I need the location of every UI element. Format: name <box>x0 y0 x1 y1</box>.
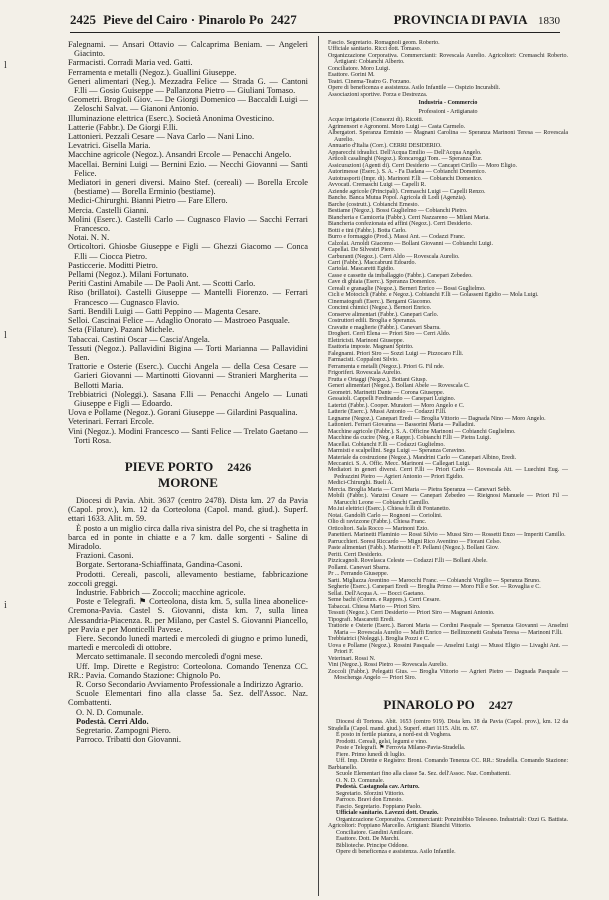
town-borgate: Borgate. Sertorana-Schiaffinata, Gandina-Casoni. <box>76 560 243 570</box>
directory-entry: Uova e Pollame (Negoz.). Rossini Pasquale — Anselmi Luigi — Mussi Eligio — Livaghi Ant. — Priori F. <box>328 642 568 656</box>
directory-entry: Mercia. Castelli Gianni. <box>68 205 149 215</box>
town-code: 2427 <box>488 698 513 713</box>
directory-entry: Sellai. Dell'Acqua A. — Bocci Gaetano. <box>328 590 425 597</box>
directory-entry: Medici-Chirurghi. Bianni Pietro — Fare Ellero. <box>68 196 228 206</box>
right-entries-main <box>328 117 568 681</box>
section-subheading: Professioni - Artigianato <box>418 108 478 115</box>
directory-entry: Zoccoli (Fabbr.). Pelegatti Gius. — Broglia Vittorio — Agrieri Pietro — Dagnada Pasquale — Moschenga Angelo — Priori Siro. <box>328 668 568 681</box>
directory-entry: Levatrici. Gisella Maria. <box>68 141 151 151</box>
town-mercato: Mercato settimanale. Il secondo mercoledì d'ogni mese. <box>76 652 263 662</box>
directory-entry: Trattorie e Osterie (Eserc.). Baroni Maria — Cordini Pasquale — Speranza Giovanni — Anselmi Maria — Rovescala Aurelio — Maffi Enrico — Bellinzonetti Grabata Teresa — Marinoni F.lli. <box>328 623 568 636</box>
directory-entry: Tabaccai. Castini Oscar — Cascia'Angela. <box>68 334 210 344</box>
directory-entry: Sarti. Migliazza Aventino — Marocchi Franc. — Cobianchi Virgilio — Speranza Bruno. <box>328 577 541 584</box>
directory-entry: Banche. Banca Mutua Popol. Agricola di Lodi (Agenzia). <box>328 195 467 202</box>
left-entries <box>68 40 308 445</box>
directory-entry: Seta (Filature). Pazani Michele. <box>68 325 175 335</box>
directory-entry: Tessuti (Negoz.). Pallavidini Bigina — Torti Marianna — Pallavidini Ben. <box>68 343 308 362</box>
directory-entry: Ferramenta e metalli (Negoz.). Priori G. Fil nde. <box>328 363 445 370</box>
directory-entry: Macchine agricole (Negoz.). Ansandri Ercole — Penacchi Angelo. <box>68 150 292 160</box>
town-frazioni: Frazioni. Casoni. <box>76 551 134 561</box>
town-scuole: Scuole Elementari fino alla classe 5a. Sez. dell'Assoc. Naz. Combattenti. <box>68 689 308 708</box>
directory-entry: Cave di ghiaia (Eserc.). Speranza Domenico. <box>328 279 436 286</box>
town-biblioteche: Biblioteche. Principe Oddone. <box>336 842 409 849</box>
town-industrie: Industrie. Fabbrich — Zoccoli; macchine agricole. <box>76 587 246 597</box>
directory-entry: Tabaccai. Chiesa Mario — Priori Siro. <box>328 603 421 610</box>
right-entries-top <box>328 40 568 98</box>
directory-entry: Macellai. Bernini Luigi — Bernini Ezio. — Necchi Giovanni — Santi Felice. <box>68 159 308 178</box>
town-podesta: Podestà. Cerri Aldo. <box>76 716 149 726</box>
directory-entry: Generi alimentari (Neg.). Mezzadra Felice — Strada G. — Cantoni F.lli — Gosio Guiseppe — Pallanzona Pietro — Giuliani Tomaso. <box>68 76 308 96</box>
directory-entry: Notai. Gandolfi Carlo — Rognoni — Coriolini. <box>328 512 443 519</box>
directory-entry: Periti. Cerri Desiderio. <box>328 551 383 558</box>
directory-entry: Meccanici. S. A. Offic. Mecc. Marinoni — Callegari Luigi. <box>328 461 471 467</box>
directory-entry: Mediatori in generi diversi. Cerri F.lli — Priori Carlo — Rovescala Att. — Luechini Eug. — Pedrazzini Pietro — Agrieri Antonio — Priori Egidio. <box>328 467 568 480</box>
directory-entry: Seme bachi (Comm. e Rappres.). Cerri Cesare. <box>328 597 441 604</box>
directory-entry: Autotrasporti (Impr. di). Marinoni F.lli — Cobianchi Domenico. <box>328 175 483 182</box>
directory-entry: Geometri. Marinetti Dante — Corona Giuseppe. <box>328 389 445 396</box>
margin-mark: l <box>4 60 7 71</box>
header-right <box>394 12 560 28</box>
directory-entry: Pasticcerie. Moditti Pietro. <box>68 260 158 270</box>
directory-entry: Olio di ravizzone (Fabbr.). Chiesa Franc. <box>328 519 427 526</box>
directory-entry: Gessaioli. Cappelli Ferdinando — Canepari Luigino. <box>328 396 456 403</box>
directory-entry: Macchine da cucire (Neg. e Rappr.). Cobianchi F.lli — Pietra Luigi. <box>328 435 491 442</box>
directory-entry: Mobili (Fabbr.). Vanzini Cesare — Canepari Zebedeo — Rieignosi Manuele — Priori Fil — Marucchi Leone — Cobianchi Camillo. <box>328 493 568 506</box>
directory-entry: Organizzazione Corporativa. Commercianti: Rovescala Aurelio. Agricoltori: Cremaschi Roberto. Artigiani: Cobianchi Alberto. <box>328 52 568 66</box>
directory-entry: Lattonieri. Pezzali Cesare — Nava Carlo — Nani Lino. <box>68 132 255 142</box>
directory-entry: Fascio. Segretario. Romagnoli geom. Roberto. <box>328 40 440 46</box>
directory-entry: Frutta e Ortaggi (Negoz.). Bottani Giusp. <box>328 376 427 383</box>
directory-entry: Orticoltori. Sala Rocco — Marinoni Ezio. <box>328 525 429 532</box>
directory-entry: Veterinari. Rossi N. <box>328 655 376 662</box>
header-left <box>70 12 301 28</box>
town-description: Diocesi di Pavia. Abit. 3637 (centro 2478). Dista km. 27 da Pavia (Capol. prov.), km. 12 da Corteolona (Capol. mand. giud.). Superf. ettari 1633. Alit. m. 59. <box>68 495 308 524</box>
directory-entry: Opere di beneficenza e assistenza. Asilo Infantile — Ospizio Incurabili. <box>328 85 501 92</box>
directory-entry: Latterie (Eserc.). Mussi Antonio — Codazzi F.lli. <box>328 409 447 416</box>
directory-entry: Barche (costrutt.). Cobianchi Ernesto. <box>328 201 419 208</box>
directory-entry: Vini (Negoz.). Modini Francesco — Santi Felice — Trelato Gaetano — Torti Rosa. <box>68 426 308 445</box>
directory-entry: Illuminazione elettrica (Eserc.). Società Anonima Ovesticino. <box>68 113 275 123</box>
directory-entry: Falegnami. — Ansari Ottavio — Calcaprima Beniam. — Angeleri Giacinto. <box>68 40 308 59</box>
town-name: PINAROLO PO <box>383 697 475 713</box>
directory-entry: Farmacisti. Corradi Maria ved. Gatti. <box>68 58 193 68</box>
directory-entry: Macchine agricole (Fabbr.). S. A. Officine Marinoni — Cobianchi Guglielmo. <box>328 428 516 435</box>
town-code: 2426 <box>227 459 252 474</box>
town-description-2: È posto in fertile pianura, a nord-est di Voghera. <box>336 732 452 739</box>
directory-entry: Conserve alimentari (Fabbr.). Canepari Carlo. <box>328 311 439 318</box>
directory-entry: Frigoriferi. Rovescala Aurelio. <box>328 370 402 377</box>
directory-entry: Mo.iui elettrici (Eserc.). Chiesa fr.lli di Fontanetto. <box>328 506 451 513</box>
page-header <box>70 12 560 33</box>
town-opere: Opere di beneficenza e assistenza. Asilo Infantile. <box>336 849 456 856</box>
directory-entry: Trebbiatrici (Noleggi.). Sasana F.lli — Penacchi Angelo — Lunati Giuseppe e Figli — Edoardo. <box>68 389 308 408</box>
town-conciliatore: Conciliatore. Gandini Amilcare. <box>336 829 413 836</box>
directory-entry: Cartolai. Mascaretti Egidio. <box>328 266 395 273</box>
directory-entry: Botti e tini (Fabbr.). Botta Carlo. <box>328 227 407 234</box>
town-scuole: Scuole Elementari fino alla classe 5a. Sez. dell'Assoc. Naz. Combattenti. <box>336 771 511 778</box>
directory-entry: Macellai. Cobianchi F.lli — Codazzi Guglielmo. <box>328 441 445 448</box>
directory-entry: Panettieri. Marinetti Flaminio — Rossi Silvio — Mussi Siro — Rossetti Enzo — Imperiti Camillo. <box>328 532 566 539</box>
town-name-2: MORONE <box>158 474 218 490</box>
directory-entry: Conciliatore. Moro Luigi. <box>328 65 390 72</box>
directory-entry: Autorimesse (Eserc.). S. A. - Fa Dadana — Cobianchi Domenico. <box>328 169 486 176</box>
town-enti: O. N. D. Comunale. <box>336 777 385 784</box>
directory-entry: Articoli casalinghi (Negoz.). Roncaroggi Tom. — Speranza Eur. <box>328 156 483 163</box>
directory-entry: Cinematografi (Eserc.). Bergami Giacomo. <box>328 298 432 305</box>
directory-entry: Drogheri. Cerri Elena — Priori Siro — Cerri Aldo. <box>328 331 451 338</box>
town-organizzazione: Organizzazione Corporativa. Commercianti: Ponzinibbio Telesono. Industriali: Ozzi G. Battista. Agricoltori: Foppiano Marcello. Artigiani: Bianchi Vittorio. <box>328 816 568 830</box>
town-segretario: Segretario. Sforzini Vittorio. <box>336 790 405 797</box>
directory-entry: Uova e Pollame (Negoz.). Gorani Giuseppe — Gilardini Pasqualina. <box>68 408 298 418</box>
directory-entry: Latterie (Fabbr.). De Giorgi F.lli. <box>68 122 178 132</box>
directory-entry: Associazioni sportive. Forza e Destrezza. <box>328 91 428 98</box>
town-heading-pieve-porto-morone <box>68 459 308 490</box>
directory-entry: Costruttori edili. Broglia e Speranza. <box>328 318 417 325</box>
margin-mark: l <box>4 330 7 341</box>
directory-entry: Tipografi. Mascaretti Eredi. <box>328 616 395 623</box>
directory-entry: Burro e formaggio (Prod.). Massi Ant. — Codazzi Franc. <box>328 234 466 241</box>
directory-entry: Albergatori. Speranza Erminio — Magnani Carolina — Speranza Marinoni Teresa — Rovescala Aurelio. <box>328 130 568 143</box>
directory-entry: Cicli e Motocicli (Fabbr. e Negoz.). Cobianchi F.lli — Golasseni Egidio — Mola Luigi. <box>328 292 539 299</box>
directory-entry: Laterizi (Fabbr.). Cooper. Muratori — Moro Angelo e C. <box>328 402 465 409</box>
directory-entry: Pollami. Canevari Sbarra. <box>328 564 390 571</box>
directory-entry: Orticoltori. Ghiosbe Giuseppe e Figli — Ghezzi Giacomo — Conca F.lli — Ciocca Pietro. <box>68 242 308 261</box>
directory-entry: Pizzicagnoli. Rovelasca Celeste — Codazzi F.lli — Bollani Abele. <box>328 558 488 565</box>
directory-entry: Biancheria e Camiceria (Fabbr.). Cerri Nazzareno — Milani Maria. <box>328 214 490 221</box>
directory-entry: Aziende agricole (Principali). Cremaschi Luigi — Capelli Renzo. <box>328 188 486 195</box>
directory-entry: Trebbiatrici (Noleggi.). Broglia Pozzi e C. <box>328 636 430 643</box>
town-fiere: Fiere. Secondo lunedì martedì e mercoledì di giugno e primo lunedì, martedì e mercoledì di ottobre. <box>68 633 308 653</box>
directory-entry: Farmacisti. Coppaloni Silvio. <box>328 357 399 364</box>
directory-entry: Apparecchi idraulici. Dell'Acqua Emilio — Dell'Acqua Angelo. <box>328 149 482 156</box>
directory-entry: Generi alimentari (Negoz.). Bollani Abele — Rovescala C. <box>328 383 470 390</box>
town-heading-pinarolo-po <box>328 697 568 713</box>
town-podesta: Podestà. Castagnola cav. Arturo. <box>336 784 420 791</box>
directory-entry: Cereali e granaglie (Negoz.). Berneri Enrico — Bossi Guglielmo. <box>328 285 486 292</box>
directory-entry: Biancheria confezionata ed affini (Negoz.). Cerri Desiderio. <box>328 221 472 228</box>
directory-entry: Sarti. Bendili Luigi — Gatti Peppino — Magenta Cesare. <box>68 306 261 316</box>
town-scuola: R. Corso Secondario Avviamento Professionale a Indirizzo Agrario. <box>76 680 304 689</box>
town-description: Diocesi di Tortona. Abit. 1653 (centro 919). Dista km. 18 da Pavia (Capol. prov.), km. 12 da Stradella (Capol. mand. giud.). Superf. ettari 1115. Alit. m. 67. <box>328 719 568 732</box>
directory-entry: Parrucchieri. Soresi Riccardo — Migni Rico Aventino — Fiorani Celso. <box>328 538 502 545</box>
directory-entry: Assicurazioni (Agenti di). Cerri Desiderio — Cancapri Cirillo — Moro Eligio. <box>328 162 517 169</box>
directory-entry: Molini (Eserc.). Castelli Carlo — Cugnasco Flavio — Sacchi Ferrari Francesco. <box>68 214 308 234</box>
directory-entry: Bestiame (Negoz.). Bossi Guglielmo — Cobianchi Pietro. <box>328 208 468 215</box>
town-parroco: Parroco. Bravi don Ernesto. <box>336 797 403 804</box>
directory-entry: Marmisti e scalpellini. Segu Luigi — Speranza Ceravino. <box>328 448 466 455</box>
right-column <box>328 40 568 890</box>
header-left-number: 2425 <box>70 12 96 27</box>
directory-entry: Elettricisti. Marinoni Giuseppe. <box>328 337 404 344</box>
directory-entry: Mediatori in generi diversi. Maino Stef. (cereali) — Borella Ercole (bestiame) — Borella Erminio (bestiame). <box>68 178 308 197</box>
directory-entry: Annuario d'Italia (Corr.). CERRI DESIDERIO. <box>328 143 442 150</box>
column-divider <box>318 36 319 896</box>
directory-entry: Teatri. Cinema-Teatro G. Forzano. <box>328 78 411 85</box>
section-heading: Industria - Commercio <box>418 100 478 107</box>
directory-entry: Trattorie e Osterie (Eserc.). Cucchi Angela — della Cesa Cesare — Garieri Giovanni — Martinotti Giovanni — Stranieri Margherita — Bellotti Maria. <box>68 362 308 390</box>
margin-mark: i <box>4 600 7 611</box>
directory-entry: Geometri. Brogioli Giov. — De Giorgi Domenico — Baccaldi Luigi — Zeloschi Salvat. — Gianoni Antonio. <box>68 95 308 114</box>
directory-entry: Calzolai. Arnoldi Giacomo — Bollani Giovanni — Cobianchi Luigi. <box>328 240 493 247</box>
header-province: PROVINCIA DI PAVIA <box>393 12 527 27</box>
directory-entry: Mercia. Broglia Maria — Cerri Maria — Pietra Speranza — Canevari Sebb. <box>328 486 512 493</box>
town-fiere: Fiere. Primo lunedì di luglio. <box>336 751 406 758</box>
directory-entry: Capellai. De Silvestri Piero. <box>328 247 396 254</box>
directory-entry: Pr ... Ferrando Giuseppe. <box>328 571 389 578</box>
town-fascio: Fascio. Segretario. Foppiano Paolo. <box>336 803 422 810</box>
directory-entry: Periti Castini Amabile — De Paoli Ant. — Scotti Carlo. <box>68 279 256 289</box>
directory-entry: Agrimensori e Agronomi. Moro Luigi — Casta Carmelo. <box>328 123 466 130</box>
town-segretario: Segretario. Zampogni Piero. <box>76 726 171 736</box>
directory-entry: Notai. N. N. <box>68 233 110 243</box>
directory-entry: Carburanti (Negoz.). Cerri Aldo — Rovescala Aurelio. <box>328 253 460 260</box>
directory-entry: Lattonieri. Ferrari Giovanna — Bassorini Maria — Palladini. <box>328 422 476 429</box>
town-ufficiale: Ufficiale sanitario. Lavezzi dott. Orazio. <box>336 810 439 817</box>
directory-entry: Legname (Negoz.). Canepari Eredi — Broglia Vittorio — Dagnada Nino — Moro Angelo. <box>328 415 546 422</box>
town-prodotti: Prodotti. Cereali, pascoli, allevamento bestiame, fabbricazione zoccoli greggi. <box>68 569 308 588</box>
directory-entry: Segherie (Eserc.). Canepari Eredi — Broglia Primo — Moro Fili e Sor. — Rovaglia e C. <box>328 584 541 591</box>
directory-entry: Pellami (Negoz.). Milani Fortunato. <box>68 270 189 280</box>
left-column <box>68 40 308 890</box>
directory-entry: Falegnami. Priori Siro — Sozzi Luigi — Pizzocaro F.lli. <box>328 350 464 357</box>
directory-entry: Concimi chimici (Negoz.). Bernori Enrico. <box>328 305 432 312</box>
town-uffici: Uff. Imp. Dirette e Registro: Corteolona. Comando Tenenza CC. RR.: Pavia. Comando Stazione: Chignolo Po. <box>68 661 308 680</box>
town-uffici: Uff. Imp. Dirette e Registro: Broni. Comando Tenenza CC. RR.: Stradella. Comando Stazione: Barbianello. <box>328 758 568 771</box>
directory-entry: Avvocati. Cremaschi Luigi — Capelli R. <box>328 182 427 189</box>
town-info: Poste e Telegrafi. ⚑ Corteolona, dista km. 5, sulla linea abonelice-Cremona-Pavia. Castel S. Giovanni, dista km. 7, sulla linea Alessandria-Piacenza. R. per Milano, per Castel S. Giovanni Piancello, per Pavia e per Monticelli Pavese. <box>68 597 308 634</box>
directory-entry: Acque irrigatorie (Consorzi di). Ricotti. <box>328 117 424 124</box>
directory-entry: Materiale da costruzione (Negoz.). Mandrini Carlo — Canepari Albino, Eredi. <box>328 454 517 461</box>
town-name: PIEVE PORTO <box>124 458 214 474</box>
directory-entry: Esattoria imposte. Magnani Spirito. <box>328 344 414 351</box>
town-esattore: Esattore. Dott. De Marchi. <box>336 836 400 843</box>
directory-entry: Cravatte e maglierie (Fabbr.). Canevari Sbarra. <box>328 324 441 331</box>
directory-entry: Selloi. Cascinai Felice — Adaglio Onorato — Mastroeo Pasquale. <box>68 316 290 326</box>
header-year-mark: 1830 <box>538 15 560 27</box>
directory-entry: Carri (Fabbr.). Maccabruni Edoardo. <box>328 259 416 266</box>
directory-entry: Ufficiale sanitario. Ricci dott. Tomaso. <box>328 46 422 53</box>
directory-entry: Veterinari. Ferrari Ercole. <box>68 417 155 427</box>
town-prodotti: Prodotti. Cereali, gelsi, legumi e vino. <box>336 738 428 745</box>
town-description-2: È posto a un miglio circa dalla riva sinistra del Po, che si traghetta in barca ed in ponte in chiatte e a 7 km. dalle sorgenti - Saline di Miradolo. <box>68 523 308 551</box>
directory-entry: Riso (brillatoi). Castelli Giuseppe — Mantelli Fiorenzo. — Ferrari Francesco — Cugnasco Flavio. <box>68 288 308 307</box>
directory-entry: Vini (Negoz.). Rossi Pietro — Rovescala Aurelio. <box>328 662 448 669</box>
town-enti: O. N. D. Comunale. <box>76 707 144 717</box>
directory-entry: Esattore. Gorini M. <box>328 72 375 79</box>
directory-entry: Ferramenta e metalli (Negoz.). Guallini Giuseppe. <box>68 67 237 77</box>
header-right-number: 2427 <box>270 12 297 27</box>
directory-entry: Tessuti (Negoz.). Cerri Desiderio — Priori Siro — Magnani Antonio. <box>328 610 495 617</box>
directory-entry: Casse e cassette da imballaggio (Fabbr.). Canepari Zebedeo. <box>328 272 473 279</box>
directory-entry: Medici-Chirurghi. Bueli A. <box>328 480 394 487</box>
town-info: Poste e Telegrafi. ⚑ Ferrovia Milano-Pavia-Stradella. <box>336 745 466 752</box>
header-left-title: Pieve del Cairo · Pinarolo Po <box>103 12 264 27</box>
directory-entry: Paste alimentari (Fabb.). Marinotti e F. Pellami (Negoz.). Bollani Giov. <box>328 545 499 552</box>
town-parroco: Parroco. Tribatti don Giovanni. <box>76 735 181 745</box>
